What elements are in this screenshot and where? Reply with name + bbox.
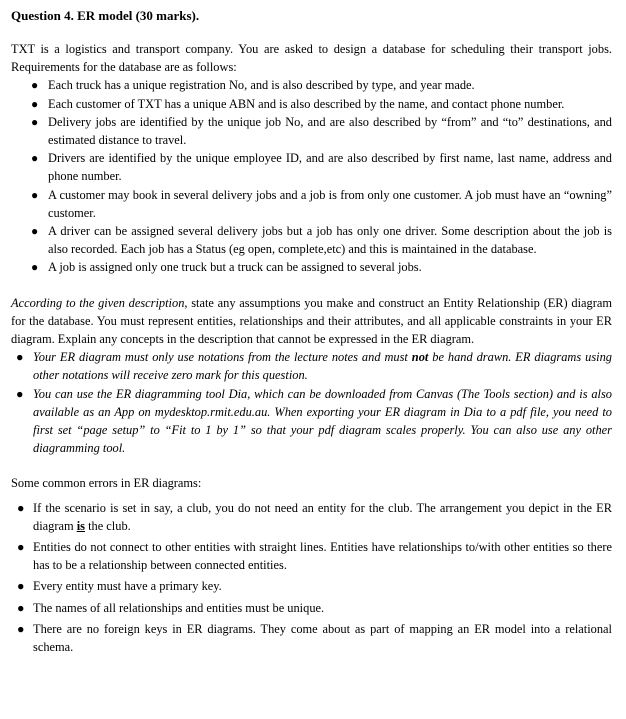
emphasis-not: not [411,350,429,365]
list-item: ● There are no foreign keys in ER diagrams. They come about as part of mapping an ER model into a relational schema. [17,621,612,655]
bullet-icon: ● [17,600,25,615]
bullet-icon: ● [31,78,39,93]
requirements-list [11,76,612,276]
bullet-icon: ● [16,350,24,365]
bullet-icon: ● [17,579,25,594]
page [11,7,612,656]
spacer [11,457,612,474]
list-item: ● The names of all relationships and entities must be unique. [11,599,612,617]
list-item: ● A customer may book in several delivery jobs and a job is from only one customer. A job must have an “owning” customer. [31,187,612,220]
task-paragraph [11,294,612,349]
intro-paragraph: TXT is a logistics and transport company. You are asked to design a database for scheduling their transport jobs. Requirements for the database are as follows: [11,42,612,75]
spacer [11,277,612,294]
bullet-icon: ● [17,621,25,636]
list-item: ● A driver can be assigned several delivery jobs but a job has only one driver. Some description about the job is also recorded. Each job has a Status (eg open, complete,etc) and this is maintained in the database. [31,224,612,257]
bullet-icon: ● [17,500,25,515]
bullet-icon: ● [31,260,39,275]
notes-list [11,348,612,457]
list-item: ● You can use the ER diagramming tool Dia, which can be downloaded from Canvas (The Tools section) and is also available as an App on mydesktop.rmit.edu.au. When exporting your ER diagram in Dia to a pdf file, you need to first set “page setup” to “Fit to 1 by 1” so that your pdf diagram scales properly. You can also use any other diagramming tool. [16,386,612,456]
task-lead: According to the given description [11,295,185,310]
list-item: ● Each customer of TXT has a unique ABN and is also described by the name, and contact phone number. [11,95,612,113]
task-body: , state any assumptions you make and construct an Entity Relationship (ER) diagram for the database. You must represent entities, relationships and their attributes, and all applicable constraints in your ER diagram. Explain any concepts in the description that cannot be expressed in the ER diagram. [11,295,612,347]
list-item: ● Every entity must have a primary key. [11,577,612,595]
list-item: ● Your ER diagram must only use notations from the lecture notes and must not be hand drawn. ER diagrams using other notations will receive zero mark for this question. [16,350,612,383]
list-item: ● Drivers are identified by the unique employee ID, and are also described by first name, last name, address and phone number. [31,151,612,184]
question-title: Question 4. ER model (30 marks). [11,8,200,23]
bullet-icon: ● [31,224,39,239]
bullet-icon: ● [31,187,39,202]
errors-heading: Some common errors in ER diagrams: [11,476,202,491]
emphasis-is: is [76,518,85,533]
errors-list [11,499,612,657]
list-item: ● Entities do not connect to other entities with straight lines. Entities have relationships to/with other entities so there has to be a relationship between connected entities. [17,540,612,573]
bullet-icon: ● [17,540,25,555]
bullet-icon: ● [31,114,39,129]
bullet-icon: ● [31,151,39,166]
list-item: ● Delivery jobs are identified by the unique job No, and are also described by “from” and “to” destinations, and estimated distance to travel. [31,114,612,148]
list-item: ● A job is assigned only one truck but a truck can be assigned to several jobs. [11,258,612,276]
list-item: ● If the scenario is set in say, a club, you do not need an entity for the club. The arrangement you depict in the ER diagram is the club. [17,500,612,533]
bullet-icon: ● [31,96,39,111]
bullet-icon: ● [16,386,24,401]
list-item: ● Each truck has a unique registration No, and is also described by type, and year made. [11,76,612,94]
